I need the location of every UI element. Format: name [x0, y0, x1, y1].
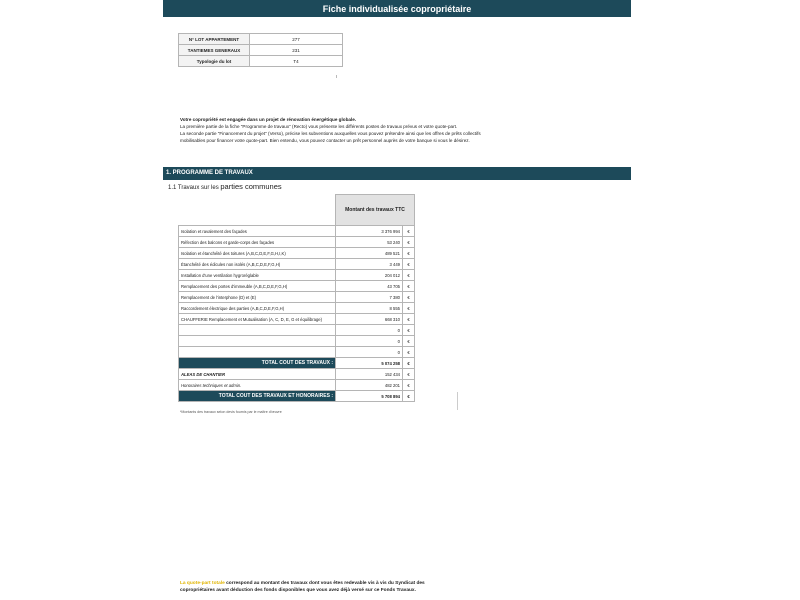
table-row	[179, 336, 415, 347]
lot-info-row	[179, 56, 343, 67]
divider	[457, 392, 458, 410]
bottom-note-line: copropriétaires avant déduction des fonds disponibles que vous avez déjà versé sur ce Fonds Travaux.	[180, 588, 416, 593]
table-row	[179, 314, 415, 325]
intro-line: La première partie de la fiche "Programme de travaux" (Recto) vous présente les différents postes de travaux prévus et votre quote-part.	[180, 124, 458, 129]
lot-info-row	[179, 45, 343, 56]
aleas-label: ALEAS DE CHANTIER	[179, 369, 336, 380]
works-table	[178, 194, 415, 402]
table-row	[179, 292, 415, 303]
bottom-note	[180, 580, 425, 594]
bottom-note-text: correspond au montant des travaux dont vous êtes redevable vis à vis du Syndicat des	[226, 581, 425, 586]
currency-symbol: €	[403, 325, 415, 336]
row-label: Installation d'une ventilation hygroréglable	[179, 270, 336, 281]
row-label	[179, 325, 336, 336]
currency-symbol: €	[403, 347, 415, 358]
currency-symbol: €	[403, 259, 415, 270]
row-amount: 0	[336, 336, 403, 347]
currency-symbol: €	[403, 237, 415, 248]
row-amount: 8 555	[336, 303, 403, 314]
row-amount: 0	[336, 325, 403, 336]
fees-label: Honoraires techniques et admin.	[179, 380, 336, 391]
grand-total-row	[179, 391, 415, 402]
intro-text	[180, 116, 620, 144]
row-amount: 43 705	[336, 281, 403, 292]
highlight-text: La quote-part totale	[180, 581, 225, 586]
currency-symbol: €	[403, 281, 415, 292]
row-amount: 3 376 994	[336, 226, 403, 237]
fees-row	[179, 380, 415, 391]
currency-symbol: €	[403, 270, 415, 281]
subsection-prefix: 1.1 Travaux sur les	[168, 185, 219, 191]
row-amount: 668 310	[336, 314, 403, 325]
lot-number-label: N° LOT APPARTEMENT	[179, 34, 250, 45]
lot-info-row	[179, 34, 343, 45]
table-row	[179, 226, 415, 237]
row-label: Isolation et étanchéité des toitures (A,B,C,D,E,F,G,H,I,K)	[179, 248, 336, 259]
row-amount: 3 449	[336, 259, 403, 270]
table-row	[179, 303, 415, 314]
row-label: Étanchéité des édicules non isolés (A,B,C,D,E,F,G,H)	[179, 259, 336, 270]
footnote: *Montants des travaux selon devis fournis par le maître d'œuvre	[180, 410, 282, 414]
typology-value: T4	[250, 56, 343, 67]
intro-line: Votre copropriété est engagée dans un projet de rénovation énergétique globale.	[180, 117, 357, 122]
row-label: CHAUFFERIE Remplacement et Mutualisation (A, C, D, E, G et équilibrage)	[179, 314, 336, 325]
typology-label: Typologie du lot	[179, 56, 250, 67]
currency-symbol: €	[403, 358, 415, 369]
page-title: Fiche individualisée copropriétaire	[163, 0, 631, 17]
section-title: 1. PROGRAMME DE TRAVAUX	[163, 167, 631, 180]
currency-symbol: €	[403, 226, 415, 237]
currency-symbol: €	[403, 336, 415, 347]
currency-symbol: €	[403, 292, 415, 303]
row-label: Isolation et ravalement des façades	[179, 226, 336, 237]
total-works-label: TOTAL COUT DES TRAVAUX :	[179, 358, 336, 369]
tantiemes-value: 231	[250, 45, 343, 56]
aleas-amount: 152 434	[336, 369, 403, 380]
intro-line: La seconde partie "Financement du projet" (Verso), précise les subventions auxquelles vous pouvez prétendre ainsi que les offres de prêts collectifs	[180, 131, 481, 136]
works-header-row	[179, 195, 415, 226]
currency-symbol: €	[403, 380, 415, 391]
subsection-emphasis: parties communes	[220, 182, 282, 191]
subsection-title	[168, 182, 282, 191]
currency-symbol: €	[403, 391, 415, 402]
row-amount: 204 012	[336, 270, 403, 281]
cell-marker: ı	[336, 74, 338, 80]
row-amount: 0	[336, 347, 403, 358]
row-label: Remplacement de l'interphone (D) et (E)	[179, 292, 336, 303]
row-label	[179, 336, 336, 347]
total-works-row	[179, 358, 415, 369]
table-row	[179, 259, 415, 270]
table-row	[179, 347, 415, 358]
intro-line: mobilisables pour financer votre quote-part. Bien entendu, vous pouvez contacter un prêt personnel auprès de votre banque si vous le désirez.	[180, 138, 470, 143]
currency-symbol: €	[403, 248, 415, 259]
table-row	[179, 325, 415, 336]
table-row	[179, 270, 415, 281]
table-row	[179, 237, 415, 248]
total-works-amount: 5 074 258	[336, 358, 403, 369]
grand-total-label: TOTAL COUT DES TRAVAUX ET HONORAIRES :	[179, 391, 336, 402]
table-row	[179, 281, 415, 292]
table-row	[179, 248, 415, 259]
currency-symbol: €	[403, 369, 415, 380]
bottom-note-line	[180, 580, 425, 587]
row-label: Raccordement électrique des parties (A,B,C,D,E,F,G,H)	[179, 303, 336, 314]
lot-info-table	[178, 33, 343, 67]
row-label: Réfection des balcons et garde-corps des façades	[179, 237, 336, 248]
currency-symbol: €	[403, 314, 415, 325]
grand-total-amount: 5 708 894	[336, 391, 403, 402]
row-label	[179, 347, 336, 358]
aleas-row	[179, 369, 415, 380]
row-amount: 489 521	[336, 248, 403, 259]
amount-column-header: Montant des travaux TTC	[336, 195, 415, 226]
tantiemes-label: TANTIEMES GENERAUX	[179, 45, 250, 56]
currency-symbol: €	[403, 303, 415, 314]
fees-amount: 482 201	[336, 380, 403, 391]
row-amount: 53 240	[336, 237, 403, 248]
row-amount: 7 380	[336, 292, 403, 303]
lot-number-value: 277	[250, 34, 343, 45]
row-label: Remplacement des portes d'immeuble (A,B,C,D,E,F,G,H)	[179, 281, 336, 292]
